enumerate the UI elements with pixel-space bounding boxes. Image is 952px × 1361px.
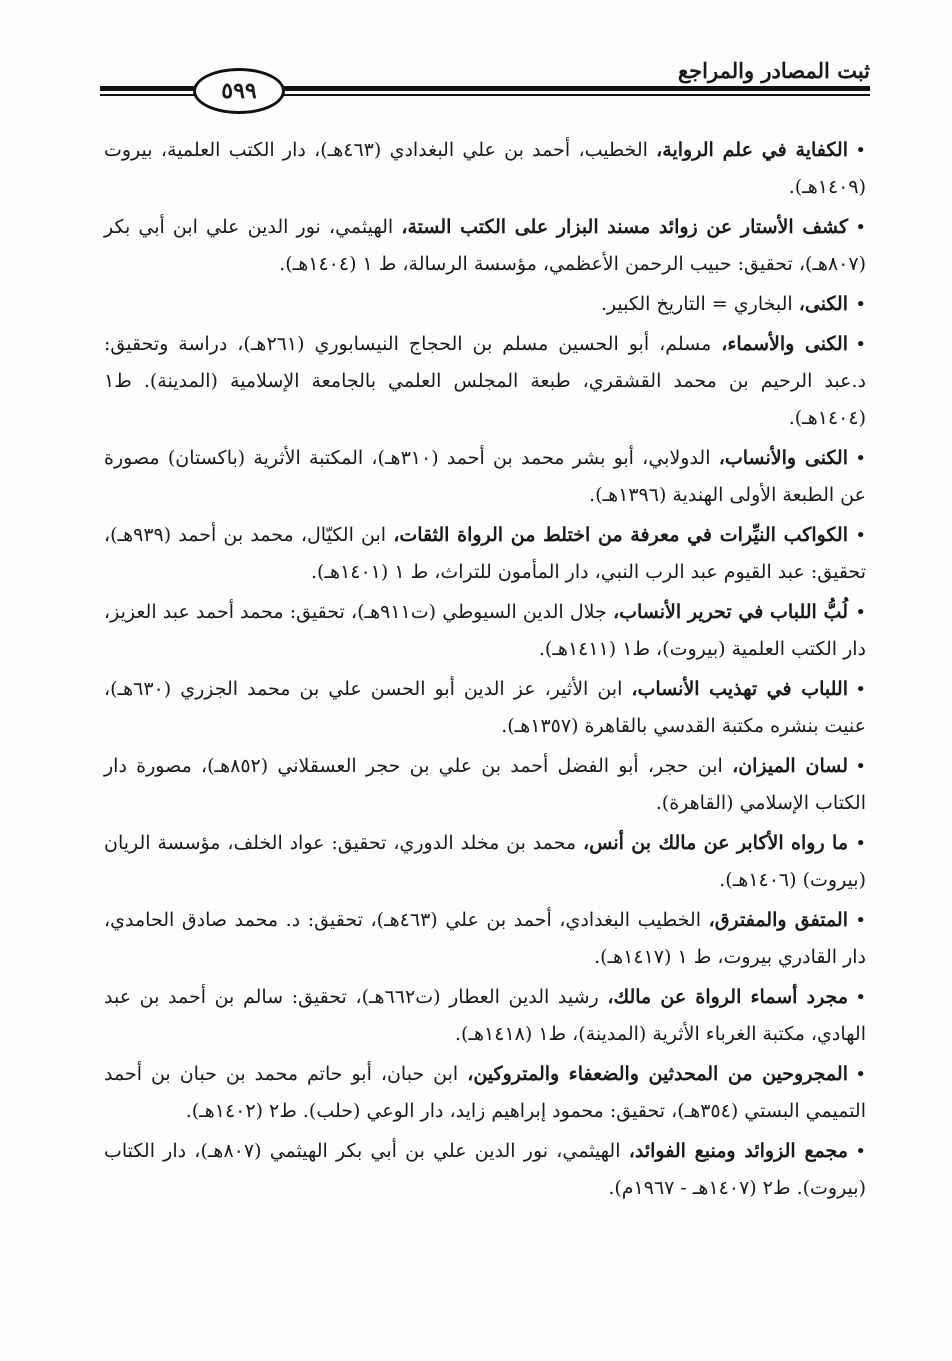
reference-title: الكنى والأنساب، <box>718 447 848 469</box>
reference-title: مجرد أسماء الرواة عن مالك، <box>607 986 849 1008</box>
reference-details: جلال الدين السيوطي (ت٩١١هـ)، تحقيق: محمد أحمد عبد العزيز، دار الكتب العلمية (بيروت)، ط١ (١٤١١هـ). <box>104 601 866 660</box>
reference-entry <box>104 517 866 591</box>
reference-entry <box>104 594 866 668</box>
reference-entry <box>104 825 866 899</box>
bullet-icon: • <box>855 1141 866 1162</box>
bullet-icon: • <box>855 1064 866 1085</box>
reference-title: الكنى والأسماء، <box>721 333 848 355</box>
references-list <box>104 132 866 1210</box>
reference-details: البخاري = التاريخ الكبير. <box>600 293 799 315</box>
reference-details: الهيثمي، نور الدين علي بن أبي بكر الهيثمي (٨٠٧هـ)، دار الكتاب (بيروت). ط٢ (١٤٠٧هـ - ١٩٦٧م). <box>104 1140 866 1199</box>
reference-entry <box>104 748 866 822</box>
page-number-oval <box>193 68 285 114</box>
bullet-icon: • <box>855 756 866 777</box>
bullet-icon: • <box>855 525 866 546</box>
reference-details: الخطيب، أحمد بن علي البغدادي (٤٦٣هـ)، دار الكتب العلمية، بيروت (١٤٠٩هـ). <box>104 139 866 198</box>
reference-details: رشيد الدين العطار (ت٦٦٢هـ)، تحقيق: سالم بن أحمد بن عبد الهادي، مكتبة الغرباء الأثرية (المدينة)، ط١ (١٤١٨هـ). <box>104 986 866 1045</box>
bullet-icon: • <box>855 602 866 623</box>
reference-title: المتفق والمفترق، <box>708 909 848 931</box>
reference-entry <box>104 132 866 206</box>
reference-entry <box>104 1133 866 1207</box>
reference-title: المجروحين من المحدثين والضعفاء والمتروكين، <box>467 1063 848 1085</box>
page-header <box>100 50 870 120</box>
reference-details: مسلم، أبو الحسين مسلم بن الحجاج النيسابوري (٢٦١هـ)، دراسة وتحقيق: د.عبد الرحيم بن محمد القشقري، طبعة المجلس العلمي بالجامعة الإسلامية (المدينة). ط١ (١٤٠٤هـ). <box>104 333 866 429</box>
reference-title: الكنى، <box>798 293 848 315</box>
reference-title: مجمع الزوائد ومنبع الفوائد، <box>628 1140 848 1162</box>
bullet-icon: • <box>855 679 867 700</box>
bullet-icon: • <box>855 833 867 854</box>
reference-title: لُبُّ اللباب في تحرير الأنساب، <box>612 601 848 623</box>
reference-details: ابن حجر، أبو الفضل أحمد بن علي بن حجر العسقلاني (٨٥٢هـ)، مصورة دار الكتاب الإسلامي (القاهرة). <box>104 755 866 814</box>
reference-details: الخطيب البغدادي، أحمد بن علي (٤٦٣هـ)، تحقيق: د. محمد صادق الحامدي، دار القادري بيروت، ط ١ (١٤١٧هـ). <box>104 909 866 968</box>
reference-details: الهيثمي، نور الدين علي ابن أبي بكر (٨٠٧هـ)، تحقيق: حبيب الرحمن الأعظمي، مؤسسة الرسالة، ط ١ (١٤٠٤هـ). <box>104 216 866 275</box>
reference-details: ابن الأثير، عز الدين أبو الحسن علي بن محمد الجزري (٦٣٠هـ)، عنيت بنشره مكتبة القدسي بالقاهرة (١٣٥٧هـ). <box>104 678 866 737</box>
reference-entry <box>104 440 866 514</box>
bullet-icon: • <box>855 910 866 931</box>
bullet-icon: • <box>855 987 867 1008</box>
reference-title: لسان الميزان، <box>732 755 848 777</box>
bullet-icon: • <box>855 140 866 161</box>
reference-details: محمد بن مخلد الدوري، تحقيق: عواد الخلف، مؤسسة الريان (بيروت) (١٤٠٦هـ). <box>104 832 866 891</box>
reference-details: الدولابي، أبو بشر محمد بن أحمد (٣١٠هـ)، المكتبة الأثرية (باكستان) مصورة عن الطبعة الأولى الهندية (١٣٩٦هـ). <box>104 447 866 506</box>
reference-entry <box>104 209 866 283</box>
reference-title: كشف الأستار عن زوائد مسند البزار على الكتب الستة، <box>401 216 848 238</box>
reference-details: ابن حبان، أبو حاتم محمد بن حبان بن أحمد التميمي البستي (٣٥٤هـ)، تحقيق: محمود إبراهيم زايد، دار الوعي (حلب). ط٢ (١٤٠٢هـ). <box>104 1063 866 1122</box>
bullet-icon: • <box>855 334 866 355</box>
reference-title: الكفاية في علم الرواية، <box>656 139 848 161</box>
reference-title: اللباب في تهذيب الأنساب، <box>631 678 849 700</box>
running-title: ثبت المصادر والمراجع <box>678 58 870 83</box>
reference-entry <box>104 902 866 976</box>
reference-entry <box>104 671 866 745</box>
bullet-icon: • <box>855 294 866 315</box>
page-number: ٥٩٩ <box>221 78 257 104</box>
bullet-icon: • <box>855 217 866 238</box>
reference-entry <box>104 326 866 437</box>
reference-entry <box>104 979 866 1053</box>
bullet-icon: • <box>855 448 866 469</box>
reference-entry <box>104 286 866 323</box>
reference-details: ابن الكيّال، محمد بن أحمد (٩٣٩هـ)، تحقيق: عبد القيوم عبد الرب النبي، دار المأمون للتراث، ط ١ (١٤٠١هـ). <box>104 524 866 583</box>
reference-title: ما رواه الأكابر عن مالك بن أنس، <box>582 832 849 854</box>
reference-entry <box>104 1056 866 1130</box>
reference-title: الكواكب النيِّرات في معرفة من اختلط من الرواة الثقات، <box>393 524 848 546</box>
